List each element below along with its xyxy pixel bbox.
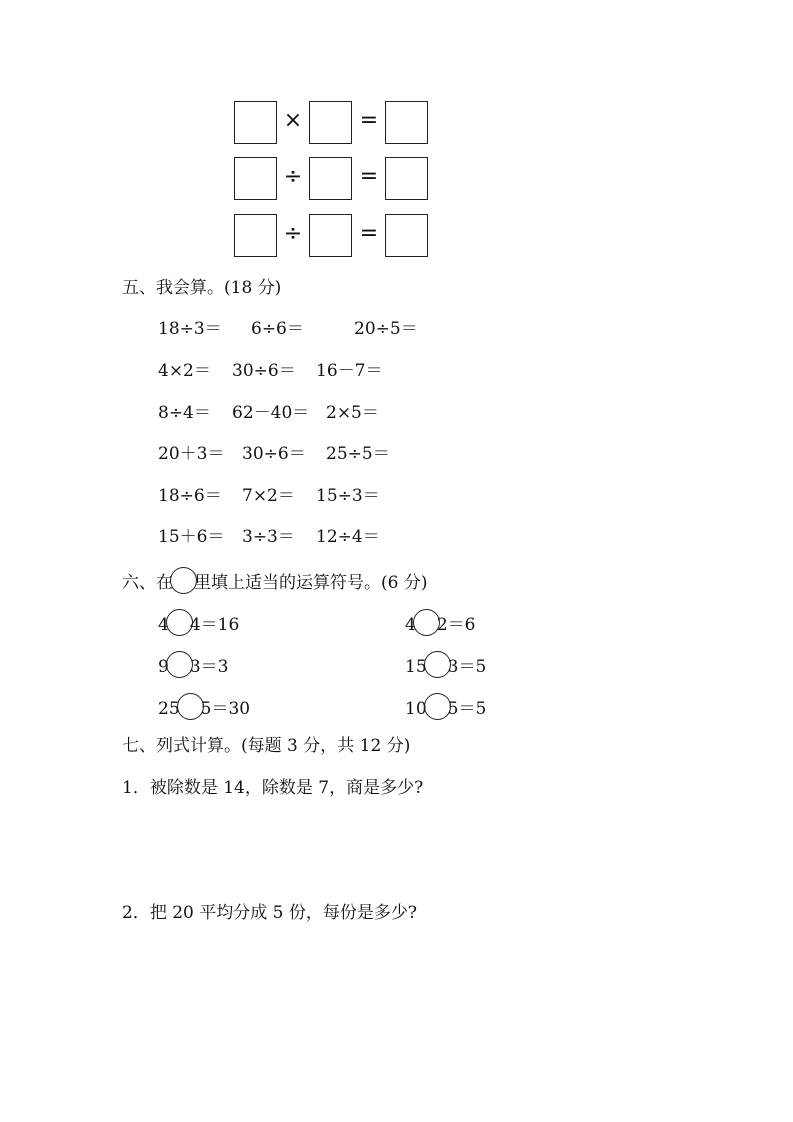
section6-title-after: 里填上适当的运算符号。(6 分) [194, 573, 428, 593]
fill-item: 4 2＝6 [405, 609, 475, 636]
answer-box[interactable] [234, 214, 277, 257]
fill-item: 25 5＝30 [158, 693, 250, 720]
calc-item: 8÷4＝ [158, 403, 211, 423]
answer-box[interactable] [309, 157, 352, 200]
calc-item: 16－7＝ [316, 361, 383, 381]
operator: × [283, 108, 303, 133]
answer-box[interactable] [385, 157, 428, 200]
question-2: 2．把 20 平均分成 5 份，每份是多少? [122, 903, 417, 923]
operator-circle[interactable] [166, 651, 193, 678]
calc-item: 12÷4＝ [316, 527, 380, 547]
calc-item: 18÷6＝ [158, 486, 222, 506]
equals-sign: = [359, 221, 379, 246]
section7-title: 七、列式计算。(每题 3 分，共 12 分) [122, 736, 411, 756]
fill-item: 4 4＝16 [158, 609, 239, 636]
operator-circle[interactable] [424, 693, 451, 720]
operator: ÷ [283, 164, 303, 189]
equals-sign: = [359, 164, 379, 189]
equation-row-1 [234, 101, 428, 144]
calc-item: 25÷5＝ [326, 444, 390, 464]
answer-box[interactable] [234, 157, 277, 200]
section6-title-before: 六、在 [122, 573, 173, 593]
equals-sign: = [359, 108, 379, 133]
operator-circle[interactable] [424, 651, 451, 678]
section6-title [122, 567, 427, 594]
answer-box[interactable] [234, 101, 277, 144]
section5-title: 五、我会算。(18 分) [122, 278, 282, 298]
operator-circle[interactable] [177, 693, 204, 720]
calc-item: 2×5＝ [326, 403, 379, 423]
calc-item: 7×2＝ [242, 486, 295, 506]
calc-item: 3÷3＝ [242, 527, 295, 547]
question-1: 1．被除数是 14，除数是 7，商是多少? [122, 778, 424, 798]
calc-item: 20＋3＝ [158, 444, 225, 464]
fill-item: 15 3＝5 [405, 651, 486, 678]
calc-item: 30÷6＝ [232, 361, 296, 381]
operator-circle[interactable] [166, 609, 193, 636]
answer-box[interactable] [309, 214, 352, 257]
blank-circle-icon [170, 567, 197, 594]
calc-item: 15＋6＝ [158, 527, 225, 547]
answer-box[interactable] [385, 214, 428, 257]
calc-item: 62－40＝ [232, 403, 310, 423]
answer-box[interactable] [385, 101, 428, 144]
operator-circle[interactable] [413, 609, 440, 636]
calc-item: 18÷3＝ [158, 319, 222, 339]
answer-box[interactable] [309, 101, 352, 144]
calc-item: 20÷5＝ [354, 319, 418, 339]
fill-item: 9 3＝3 [158, 651, 228, 678]
calc-item: 30÷6＝ [242, 444, 306, 464]
equation-row-3 [234, 214, 428, 257]
fill-item: 10 5＝5 [405, 693, 486, 720]
operator: ÷ [283, 221, 303, 246]
calc-item: 4×2＝ [158, 361, 211, 381]
equation-row-2 [234, 157, 428, 200]
calc-item: 6÷6＝ [251, 319, 304, 339]
calc-item: 15÷3＝ [316, 486, 380, 506]
